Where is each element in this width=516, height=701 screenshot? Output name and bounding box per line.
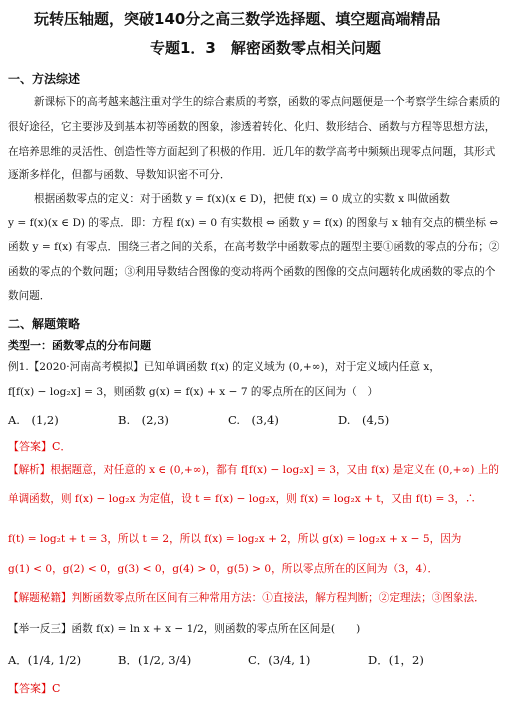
analysis-line: 【解析】根据题意，对任意的 x ∈ (0,+∞)，都有 f[f(x) − log₂x] = 3，又由 f(x) 是定义在 (0,+∞) 上的 <box>8 464 499 476</box>
analysis-line: 单调函数，则 f(x) − log₂x 为定值，设 t = f(x) − log₂x，则 f(x) = log₂x + t，又由 f(t) = 3，∴ <box>8 493 476 505</box>
analysis-line: f(t) = log₂t + t = 3，所以 t = 2，所以 f(x) = log₂x + 2，所以 g(x) = log₂x + x − 5，因为 <box>8 533 462 545</box>
example-line: 例1.【2020·河南高考模拟】已知单调函数 f(x) 的定义域为 (0,+∞)，对于定义域内任意 x， <box>8 361 440 373</box>
analysis-line: g(1) < 0，g(2) < 0，g(3) < 0，g(4) > 0，g(5) > 0，所以零点所在的区间为（3，4）． <box>8 563 439 575</box>
answer-label: 【答案】C． <box>8 440 72 453</box>
option-b: B. (2,3) <box>118 413 169 427</box>
paragraph-line: 函数 y = f(x) 有零点．围绕三者之间的关系，在高考数学中函数零点的题型主要①函数的零点的分布；② <box>8 241 500 253</box>
section-heading-methods: 一、方法综述 <box>8 72 81 86</box>
paragraph-line: 很好途径，它主要涉及到基本初等函数的图象，渗透着转化、化归、数形结合、函数与方程等思想方法， <box>8 121 496 133</box>
paragraph-line: 在培养思维的灵活性、创造性等方面起到了积极的作用．近几年的数学高考中频频出现零点问题，其形式 <box>8 146 496 158</box>
solution-secret: 【解题秘籍】判断函数零点所在区间有三种常用方法：①直接法，解方程判断；②定理法；③图象法． <box>8 592 485 604</box>
paragraph-line: 函数的零点的个数问题；③利用导数结合图像的变动将两个函数的图像的交点问题转化成函数的零点的个 <box>8 266 496 278</box>
practice-option-a: A．(1/4, 1/2) <box>8 653 82 667</box>
practice-option-d: D．(1，2) <box>368 653 424 667</box>
practice-question: 【举一反三】函数 f(x) = ln x + x − 1/2，则函数的零点所在区间是( ) <box>8 623 361 635</box>
option-d: D. (4,5) <box>338 413 390 427</box>
option-a: A. (1,2) <box>8 413 59 427</box>
practice-option-b: B．(1/2, 3/4) <box>118 653 192 667</box>
paragraph-line: y = f(x)(x ∈ D) 的零点．即：方程 f(x) = 0 有实数根 ⇔ 函数 y = f(x) 的图象与 x 轴有交点的横坐标 ⇔ <box>8 217 499 229</box>
document-title: 玩转压轴题，突破140分之高三数学选择题、填空题高端精品 <box>34 10 441 28</box>
paragraph-line: 新课标下的高考越来越注重对学生的综合素质的考察，函数的零点问题便是一个考察学生综合素质的 <box>34 96 501 108</box>
subsection-heading-type1: 类型一：函数零点的分布问题 <box>8 339 151 352</box>
paragraph-line: 数问题． <box>8 290 51 302</box>
practice-option-c: C．(3/4, 1) <box>248 653 311 667</box>
paragraph-line: 逐渐多样化，但都与函数、导数知识密不可分． <box>8 169 231 181</box>
section-heading-strategies: 二、解题策略 <box>8 317 81 331</box>
document-subtitle: 专题1．3 解密函数零点相关问题 <box>150 39 381 57</box>
option-c: C. (3,4) <box>228 413 279 427</box>
practice-answer-label: 【答案】C <box>8 682 61 695</box>
paragraph-line: 根据函数零点的定义：对于函数 y = f(x)(x ∈ D)，把使 f(x) = 0 成立的实数 x 叫做函数 <box>34 193 450 205</box>
example-line: f[f(x) − log₂x] = 3，则函数 g(x) = f(x) + x − 7 的零点所在的区间为（ ） <box>8 386 379 398</box>
